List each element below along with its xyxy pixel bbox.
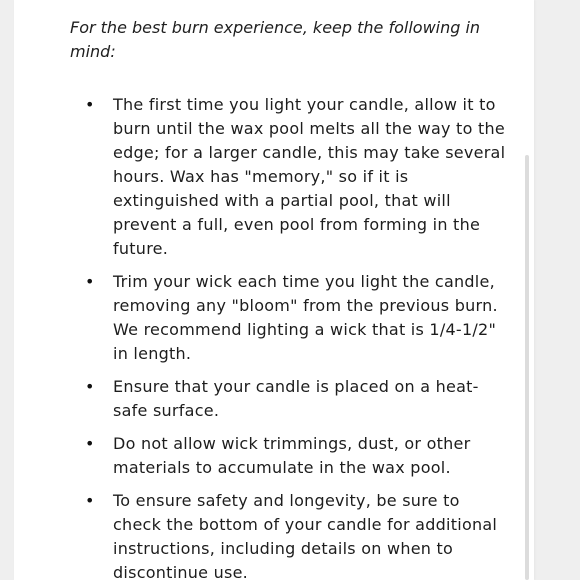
instruction-list: [56, 93, 526, 580]
bullet-icon: •: [85, 434, 95, 453]
bullet-icon: •: [85, 491, 95, 510]
list-item: [56, 432, 508, 480]
list-item-text: Ensure that your candle is placed on a heat-safe surface.: [113, 377, 479, 420]
bullet-icon: •: [85, 272, 95, 291]
list-item: [56, 375, 508, 423]
bullet-icon: •: [85, 377, 95, 396]
list-item-text: To ensure safety and longevity, be sure to check the bottom of your candle for additional instructions, including details on when to discontinue use.: [113, 491, 498, 580]
intro-text: For the best burn experience, keep the following in mind:: [70, 18, 481, 61]
list-item: [56, 270, 508, 366]
list-item: [56, 489, 508, 580]
list-item-text: Do not allow wick trimmings, dust, or other materials to accumulate in the wax pool.: [113, 434, 471, 477]
list-item-text: The first time you light your candle, allow it to burn until the wax pool melts all the way to the edge; for a larger candle, this may take several hours. Wax has "memory," so if it is extinguished with a partial pool, that will prevent a full, even pool from forming in the future.: [113, 95, 506, 258]
list-item: [56, 93, 508, 261]
burn-instructions: [56, 16, 526, 580]
scrollbar-thumb[interactable]: [525, 155, 529, 580]
bullet-icon: •: [85, 95, 95, 114]
scrollbar-track[interactable]: [525, 155, 529, 580]
list-item-text: Trim your wick each time you light the candle, removing any "bloom" from the previous burn. We recommend lighting a wick that is 1/4-1/2" in length.: [113, 272, 498, 363]
